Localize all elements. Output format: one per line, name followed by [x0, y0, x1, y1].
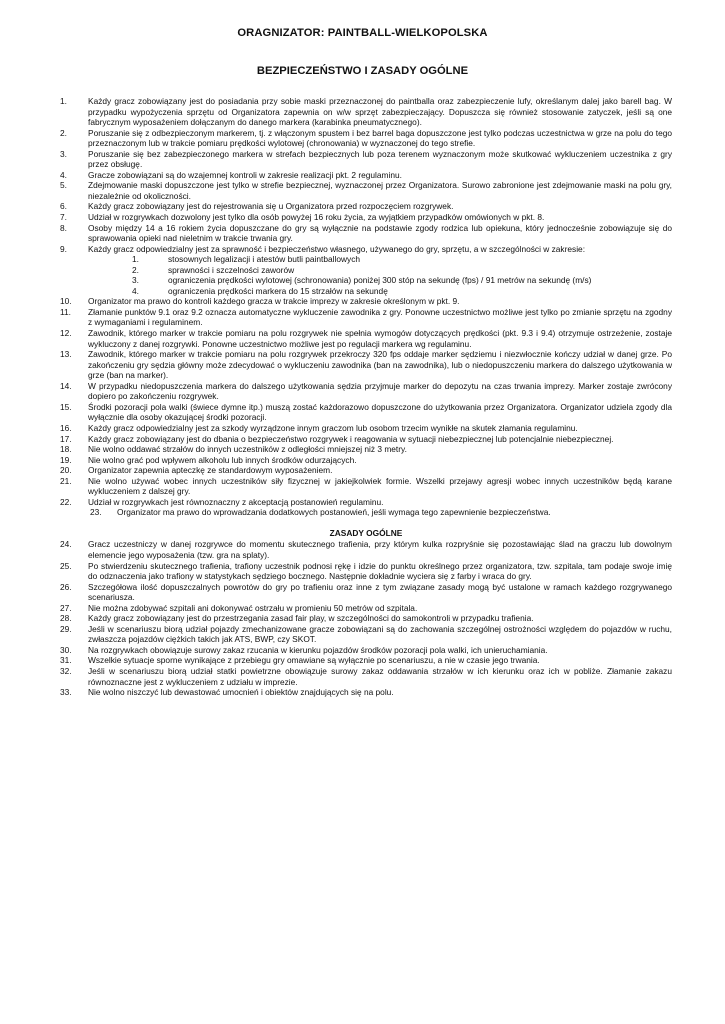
- rule-item: [60, 476, 672, 497]
- rule-item: [60, 349, 672, 381]
- rule-item: [60, 603, 672, 614]
- rule-number: 11.: [60, 306, 71, 317]
- rule-item: [60, 455, 672, 466]
- rule-text: Każdy gracz zobowiązany jest do posiadania przy sobie maski przeznaczonej do paintballa oraz zabezpieczenie lufy, określanym dalej jako barell bag. W przypadku wypożyczenia sprzętu od Organizatora zapewnia on w/w sprzęt zabezpieczający. Dopuszcza się również stosowanie zatyczek, jeśli są one fabrycznym wyposażeniem dołączanym do danego markera (karabinka pneumatycznego).: [88, 96, 672, 128]
- organizer-heading: ORAGNIZATOR: PAINTBALL-WIELKOPOLSKA: [237, 27, 488, 39]
- rule-item: [60, 402, 672, 423]
- rule-item: [60, 149, 672, 170]
- rule-text: Wszelkie sytuacje sporne wynikające z przebiegu gry omawiane są wyłącznie po scenariuszu, a nie w czasie jego trwania.: [88, 655, 540, 666]
- rule-item: [60, 434, 672, 445]
- rule-item: [60, 328, 672, 349]
- safety-rules-list: [60, 96, 672, 518]
- rule-number: 14.: [60, 380, 72, 391]
- rule-text: Organizator zapewnia apteczkę ze standardowym wyposażeniem.: [88, 465, 333, 476]
- rule-text: Jeśli w scenariuszu biorą udział pojazdy zmechanizowane gracze zobowiązani są do zachowania szczególnej ostrożności względem do pojazdów w ruchu, zwłaszcza pojazdów ciężkich takich jak ATS, BWP, czy SKOT.: [88, 623, 672, 645]
- sub-number: 2.: [132, 264, 139, 275]
- rule-number: 19.: [60, 454, 72, 465]
- rule-number: 20.: [60, 465, 72, 476]
- rule-number: 2.: [60, 127, 67, 138]
- rule-item: [60, 170, 672, 181]
- rule-number: 32.: [60, 665, 72, 676]
- rule-item: [60, 423, 672, 434]
- rule-text: Nie wolno grać pod wpływem alkoholu lub innych środków odurzających.: [88, 454, 357, 465]
- rule-text: Zawodnik, którego marker w trakcie pomiaru na polu rozgrywek nie spełnia wymogów dotyczących prędkości (pkt. 9.3 i 9.4) otrzymuje ostrzeżenie, zostaje wykluczony z danej rozgrywki. Ponowne uczestnictwo możliwe jest po regulacji markera wg regulaminu.: [88, 328, 672, 349]
- sub-item: [88, 286, 672, 297]
- rule-number: 22.: [60, 496, 72, 507]
- rule-text: Zdejmowanie maski dopuszczone jest tylko w strefie bezpiecznej, wyznaczonej przez Organizatora. Surowo zabronione jest zdejmowanie maski na polu gry, niezależnie od okoliczności.: [88, 180, 672, 201]
- rule-number: 7.: [60, 212, 67, 223]
- rule-item: [60, 507, 672, 518]
- rule-item: [60, 381, 672, 402]
- rule-text: Poruszanie się z odbezpieczonym markerem, tj. z włączonym spustem i bez barrel baga dopuszczone jest tylko podczas uczestnictwa w grze na polu do tego przeznaczonym lub w trakcie pomiaru prędkości wylotowej (chronowania) w wyznaczonej do tego strefie.: [88, 127, 672, 149]
- rule-item: [60, 666, 672, 687]
- rule-item: [60, 444, 672, 455]
- sub-item: [88, 254, 672, 265]
- sub-number: 1.: [132, 254, 139, 265]
- rule-text: Udział w rozgrywkach jest równoznaczny z akceptacją postanowień regulaminu.: [88, 496, 384, 507]
- rule-number: 9.: [60, 243, 67, 254]
- sub-number: 4.: [132, 285, 139, 296]
- rule-number: 16.: [60, 422, 72, 433]
- rules-body: [60, 96, 672, 698]
- rule-item: [60, 212, 672, 223]
- rule-number: 25.: [60, 560, 72, 571]
- rule-text: Złamanie punktów 9.1 oraz 9.2 oznacza automatyczne wykluczenie zawodnika z gry. Ponowne uczestnictwo możliwe jest tylko po zmianie sprzętu na zgodny z wymaganiami i regulaminem.: [88, 306, 672, 328]
- rule-number: 18.: [60, 444, 72, 455]
- rule-text: Nie wolno oddawać strzałów do innych uczestników z odległości mniejszej niż 3 metry.: [88, 444, 407, 455]
- rule-number: 12.: [60, 328, 72, 339]
- rule-number: 3.: [60, 148, 67, 159]
- rule-number: 29.: [60, 623, 72, 634]
- sub-text: stosownych legalizacji i atestów butli paintballowych: [168, 254, 361, 265]
- sub-text: ograniczenia prędkości wylotowej (schronowania) poniżej 300 stóp na sekundę (fps) / 91 metrów na sekundę (m/s): [168, 275, 592, 286]
- rule-text: Każdy gracz zobowiązany jest do dbania o bezpieczeństwo rozgrywek i reagowania w sytuacji niebezpiecznej lub potencjalnie niebezpiecznej.: [88, 433, 614, 444]
- rule-number: 17.: [60, 433, 72, 444]
- rule-item: [60, 539, 672, 560]
- rule-number: 21.: [60, 475, 72, 486]
- rule-item: [60, 465, 672, 476]
- sub-item: [88, 275, 672, 286]
- sub-item: [88, 265, 672, 276]
- rule-item: [60, 687, 672, 698]
- rule-text: Każdy gracz odpowiedzialny jest za szkody wyrządzone innym graczom lub osobom trzecim wynikłe na skutek złamania regulaminu.: [88, 422, 578, 433]
- rule-text: Organizator ma prawo do kontroli każdego gracza w trakcie imprezy w zakresie określonym w pkt. 9.: [88, 296, 460, 307]
- sub-number: 3.: [132, 275, 139, 286]
- rule-text: Szczegółowa ilość dopuszczalnych powrotów do gry po trafieniu oraz inne z tym związane zasady mogą być ustalone w ramach każdego rozgrywanego scenariusza.: [88, 581, 672, 603]
- rule-number: 4.: [60, 169, 67, 180]
- rule-item: [60, 307, 672, 328]
- rule-text: Nie wolno używać wobec innych uczestników siły fizycznej w jakiejkolwiek formie. Wszelki przejawy agresji wobec innych uczestników będą karane wykluczeniem z dalszej gry.: [88, 475, 672, 497]
- rule-item: [60, 244, 672, 297]
- rule-text: Na rozgrywkach obowiązuje surowy zakaz rzucania w kierunku pojazdów środków pozoracji pola walki, ich unieruchamiania.: [88, 644, 548, 655]
- rule-number: 8.: [60, 222, 67, 233]
- rule-item: [60, 655, 672, 666]
- rule-item: [60, 180, 672, 201]
- rule-item: [60, 645, 672, 656]
- rule-item: [60, 128, 672, 149]
- rule-number: 23.: [90, 507, 102, 518]
- sub-text: sprawności i szczelności zaworów: [168, 264, 295, 275]
- rule-text: Udział w rozgrywkach dozwolony jest tylko dla osób powyżej 16 roku życia, za wyjątkiem przypadków omówionych w pkt. 8.: [88, 212, 545, 223]
- section-heading: BEZPIECZEŃSTWO I ZASADY OGÓLNE: [256, 65, 469, 77]
- rule-item: [60, 201, 672, 212]
- rule-number: 31.: [60, 655, 72, 666]
- rule-number: 28.: [60, 613, 72, 624]
- rule-text: W przypadku niedopuszczenia markera do dalszego użytkowania sędzia przyjmuje marker do depozytu na czas trwania imprezy. Marker zostaje zwrócony dopiero po zakończeniu rozgrywek.: [88, 380, 672, 402]
- rule-number: 26.: [60, 581, 72, 592]
- rule-text: Zawodnik, którego marker w trakcie pomiaru na polu rozgrywek przekroczy 320 fps oddaje marker sędziemu i niezwłocznie kończy udział w danej grze. Po zakończeniu gry sędzia główny może zdecydować o wykluczeniu zawodnika (ban na zawodnika), lub o niedopuszczeniu markera do dalszego użytkowania w grze (ban na marker).: [88, 349, 672, 381]
- rule-number: 1.: [60, 96, 67, 106]
- rule-item: [60, 296, 672, 307]
- rule-item: [60, 582, 672, 603]
- rule-text: Każdy gracz zobowiązany jest do rejestrowania się u Organizatora przed rozpoczęciem rozgrywek.: [88, 201, 454, 212]
- rule-text: Nie można zdobywać szpitali ani dokonywać ostrzału w promieniu 50 metrów od szpitala.: [88, 602, 418, 613]
- general-rules-list: [60, 539, 672, 697]
- general-rules-heading: ZASADY OGÓLNE: [329, 527, 403, 538]
- rule-number: 33.: [60, 687, 72, 698]
- rule-number: 13.: [60, 349, 72, 360]
- rule-number: 27.: [60, 602, 72, 613]
- rule-item: [60, 613, 672, 624]
- rule-text: Środki pozoracji pola walki (świece dymne itp.) muszą zostać każdorazowo dopuszczone do użytkowania przez Organizatora. Organizator udziela zgody dla wyłącznie dla osoby okazującej środki pozoracji.: [88, 401, 672, 423]
- rule-text: Każdy gracz zobowiązany jest do przestrzegania zasad fair play, w szczególności do samokontroli w przypadku trafienia.: [88, 613, 534, 624]
- sub-text: ograniczenia prędkości markera do 15 strzałów na sekundę: [168, 285, 388, 296]
- rule-item: [60, 223, 672, 244]
- rule-number: 24.: [60, 539, 72, 550]
- equipment-sublist: [88, 254, 672, 296]
- rule-text: Jeśli w scenariuszu biorą udział statki powietrzne obowiązuje surowy zakaz oddawania strzałów w ich kierunku oraz ich w pobliże. Złamanie zakazu równoznaczne jest z wykluczeniem z udziału w imprezie.: [88, 665, 672, 687]
- rule-item: [60, 624, 672, 645]
- rule-number: 5.: [60, 180, 67, 191]
- rule-number: 6.: [60, 201, 67, 212]
- rule-number: 30.: [60, 644, 72, 655]
- rule-text: Każdy gracz odpowiedzialny jest za sprawność i bezpieczeństwo własnego, używanego do gry, sprzętu, a w szczególności w zakresie:: [88, 243, 586, 254]
- rule-number: 15.: [60, 401, 72, 412]
- rule-item: [60, 96, 672, 128]
- rule-text: Organizator ma prawo do wprowadzania dodatkowych postanowień, jeśli wymaga tego zapewnienie bezpieczeństwa.: [117, 507, 551, 518]
- rule-item: [60, 497, 672, 508]
- rule-text: Nie wolno niszczyć lub dewastować umocnień i obiektów znajdujących się na polu.: [88, 687, 394, 698]
- rule-text: Gracz uczestniczy w danej rozgrywce do momentu skutecznego trafienia, przy którym kulka rozpryśnie się pozostawiając ślad na graczu lub dowolnym elemencie jego wyposażenia (tzw. gra na splaty).: [88, 539, 672, 560]
- rule-text: Osoby między 14 a 16 rokiem życia dopuszczane do gry są wyłącznie na podstawie zgody rodzica lub opiekuna, który jednocześnie zobowiązuje się do sprawowania opieki nad nieletnim w trakcie trwania gry.: [88, 222, 672, 244]
- rule-text: Poruszanie się bez zabezpieczonego markera w strefach bezpiecznych lub poza terenem wyznaczonym może skutkować wykluczeniem uczestnika z gry przez obsługę.: [88, 148, 672, 170]
- rule-text: Gracze zobowiązani są do wzajemnej kontroli w zakresie realizacji pkt. 2 regulaminu.: [88, 169, 402, 180]
- rule-number: 10.: [60, 296, 72, 307]
- rule-text: Po stwierdzeniu skutecznego trafienia, trafiony uczestnik podnosi rękę i idzie do punktu określnego przez organizatora, tzw. szpitala, tam podaje swoje imię do odznaczenia jako trafiony w statystykach sędziego bocznego. Następnie dokładnie wyciera się z farby i wraca do gry.: [88, 560, 672, 582]
- rule-item: [60, 561, 672, 582]
